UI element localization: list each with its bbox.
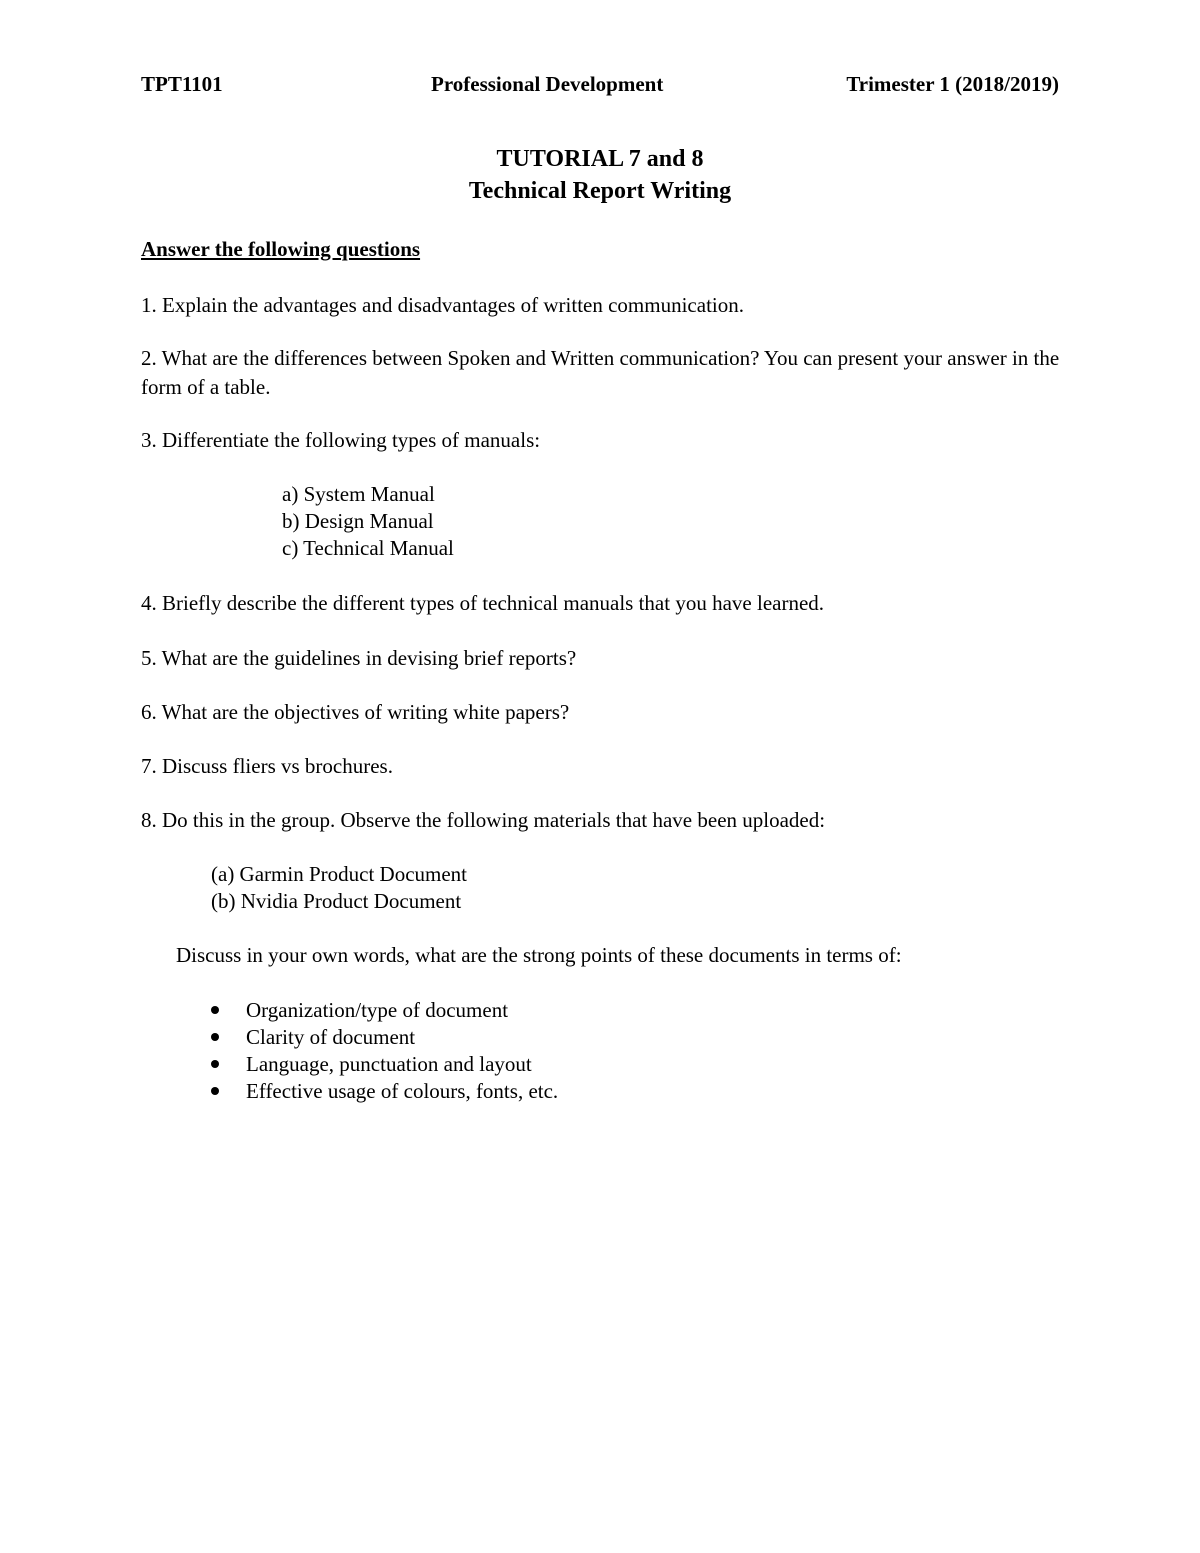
- question-1: 1. Explain the advantages and disadvantages of written communication.: [141, 293, 744, 317]
- question-8-prompt: Discuss in your own words, what are the strong points of these documents in terms of:: [176, 943, 902, 967]
- bullet-item: [211, 1051, 532, 1078]
- course-name: Professional Development: [431, 72, 664, 96]
- bullet-icon: [211, 1006, 219, 1014]
- question-3-item-a: a) System Manual: [282, 482, 435, 506]
- bullet-icon: [211, 1033, 219, 1041]
- question-3-item-b: b) Design Manual: [282, 509, 434, 533]
- question-5: 5. What are the guidelines in devising brief reports?: [141, 646, 577, 670]
- bullet-item: [211, 1078, 558, 1105]
- bullet-text: Effective usage of colours, fonts, etc.: [246, 1079, 559, 1103]
- term-label: Trimester 1 (2018/2019): [846, 72, 1059, 96]
- question-8: 8. Do this in the group. Observe the following materials that have been uploaded:: [141, 808, 826, 832]
- question-8-item-a: (a) Garmin Product Document: [211, 862, 468, 886]
- question-6: 6. What are the objectives of writing white papers?: [141, 700, 570, 724]
- instruction-heading: Answer the following questions: [141, 237, 421, 261]
- course-code: TPT1101: [141, 72, 223, 96]
- bullet-item: [211, 1024, 415, 1051]
- question-2: 2. What are the differences between Spoken and Written communication? You can present your answer in the form of a table.: [141, 346, 1060, 399]
- question-3: 3. Differentiate the following types of manuals:: [141, 428, 541, 452]
- question-8-item-b: (b) Nvidia Product Document: [211, 889, 462, 913]
- tutorial-subtitle: Technical Report Writing: [468, 178, 732, 204]
- page-header: [141, 72, 1059, 102]
- bullet-text: Language, punctuation and layout: [246, 1052, 532, 1076]
- bullet-item: [211, 997, 508, 1024]
- bullet-text: Organization/type of document: [246, 998, 509, 1022]
- bullet-icon: [211, 1087, 219, 1095]
- question-4: 4. Briefly describe the different types of technical manuals that you have learned.: [141, 591, 825, 615]
- tutorial-title: TUTORIAL 7 and 8: [496, 146, 704, 172]
- bullet-text: Clarity of document: [246, 1025, 416, 1049]
- question-7: 7. Discuss fliers vs brochures.: [141, 754, 393, 778]
- question-3-item-c: c) Technical Manual: [282, 536, 454, 560]
- bullet-icon: [211, 1060, 219, 1068]
